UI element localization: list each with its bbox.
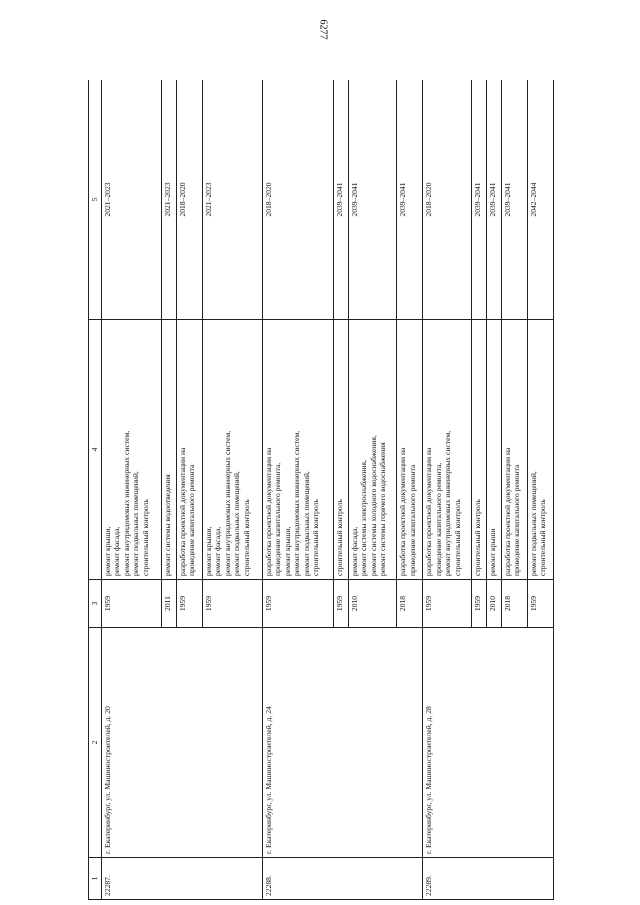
work-item: разработка проектной документации на: [263, 447, 273, 576]
work-item: строительный контроль: [473, 499, 483, 576]
repair-period: 2021–2023: [102, 80, 162, 320]
work-item: ремонт крыши,: [282, 526, 292, 576]
work-item: проведение капитального ремонта,: [433, 462, 443, 576]
header-col-2: 2: [89, 628, 102, 858]
repair-schedule-table: [88, 80, 554, 900]
work-item: ремонт крыши: [487, 528, 497, 576]
work-item: ремонт крыши,: [103, 526, 112, 576]
repair-period: 2039–2041: [333, 80, 348, 320]
build-year: 2010: [348, 580, 397, 628]
repair-period: 2021–2023: [202, 80, 262, 320]
repair-period: 2039–2041: [397, 80, 423, 320]
works-cell: [397, 320, 423, 580]
work-item: ремонт внутридомовых инженерных систем,: [121, 430, 131, 576]
table-row: [262, 80, 333, 900]
work-item: ремонт крыши,: [203, 526, 213, 576]
work-item: ремонт системы горячего водоснабжения: [378, 442, 388, 576]
rotated-table-frame: [88, 80, 554, 900]
repair-period: 2039–2041: [501, 80, 527, 320]
work-item: ремонт системы холодного водоснабжения,: [368, 435, 378, 576]
build-year: 1959: [423, 580, 472, 628]
work-item: строительный контроль: [334, 499, 344, 576]
work-item: разработка проектной документации на: [177, 447, 187, 576]
works-cell: [176, 320, 202, 580]
header-row: [89, 80, 102, 900]
table-row: [102, 80, 162, 900]
works-cell: [102, 320, 162, 580]
work-item: проведение капитального ремонта,: [273, 462, 283, 576]
work-item: разработка проектной документации на: [424, 447, 434, 576]
header-col-5: 5: [89, 80, 102, 320]
work-item: ремонт внутридомовых инженерных систем,: [443, 430, 453, 576]
table-wrap: [88, 80, 554, 900]
work-item: проведение капитального ремонта: [407, 464, 417, 576]
building-number: 22289.: [423, 858, 554, 900]
build-year: 2010: [486, 580, 501, 628]
repair-period: 2039–2041: [472, 80, 487, 320]
build-year: 2011: [161, 580, 176, 628]
work-item: ремонт внутридомовых инженерных систем,: [292, 430, 302, 576]
work-item: строительный контроль: [140, 499, 150, 576]
works-cell: [202, 320, 262, 580]
building-address: г. Екатеринбург, ул. Машиностроителей, д. 20: [102, 628, 263, 858]
repair-period: 2039–2041: [348, 80, 397, 320]
works-cell: [486, 320, 501, 580]
build-year: 1959: [472, 580, 487, 628]
build-year: 1959: [527, 580, 553, 628]
build-year: 2018: [397, 580, 423, 628]
work-item: ремонт фасада,: [213, 526, 223, 576]
table-row: [423, 80, 472, 900]
work-item: ремонт системы электроснабжения,: [359, 460, 369, 576]
building-number: 22287.: [102, 858, 263, 900]
works-cell: [501, 320, 527, 580]
work-item: проведение капитального ремонта: [187, 464, 197, 576]
works-cell: [262, 320, 333, 580]
work-item: строительный контроль: [538, 499, 548, 576]
work-item: строительный контроль: [452, 499, 462, 576]
works-cell: [472, 320, 487, 580]
build-year: 1959: [262, 580, 333, 628]
works-cell: [348, 320, 397, 580]
works-cell: [333, 320, 348, 580]
building-address: г. Екатеринбург, ул. Машиностроителей, д. 28: [423, 628, 554, 858]
work-item: ремонт фасада,: [349, 526, 359, 576]
header-col-3: 3: [89, 580, 102, 628]
works-cell: [423, 320, 472, 580]
page-number: 6277: [317, 19, 329, 40]
header-col-1: 1: [89, 858, 102, 900]
repair-period: 2018–2020: [423, 80, 472, 320]
build-year: 1959: [333, 580, 348, 628]
works-cell: [161, 320, 176, 580]
work-item: ремонт системы водоотведения: [162, 474, 172, 576]
work-item: ремонт фасада,: [112, 526, 122, 576]
work-item: ремонт подвальных помещений,: [528, 471, 538, 576]
build-year: 1959: [102, 580, 162, 628]
work-item: проведение капитального ремонта: [512, 464, 522, 576]
build-year: 2018: [501, 580, 527, 628]
work-item: ремонт подвальных помещений,: [301, 471, 311, 576]
works-cell: [527, 320, 553, 580]
work-item: разработка проектной документации на: [398, 447, 408, 576]
repair-period: 2018–2020: [262, 80, 333, 320]
build-year: 1959: [202, 580, 262, 628]
work-item: разработка проектной документации на: [502, 447, 512, 576]
header-col-4: 4: [89, 320, 102, 580]
building-address: г. Екатеринбург, ул. Машиностроителей, д. 24: [262, 628, 423, 858]
building-number: 22288.: [262, 858, 423, 900]
repair-period: 2039–2041: [486, 80, 501, 320]
build-year: 1959: [176, 580, 202, 628]
repair-period: 2021–2023: [161, 80, 176, 320]
work-item: ремонт подвальных помещений,: [232, 471, 242, 576]
work-item: строительный контроль: [241, 499, 251, 576]
work-item: ремонт внутридомовых инженерных систем,: [222, 430, 232, 576]
repair-period: 2018–2020: [176, 80, 202, 320]
work-item: ремонт подвальных помещений,: [131, 471, 141, 576]
work-item: строительный контроль: [311, 499, 321, 576]
repair-period: 2042–2044: [527, 80, 553, 320]
